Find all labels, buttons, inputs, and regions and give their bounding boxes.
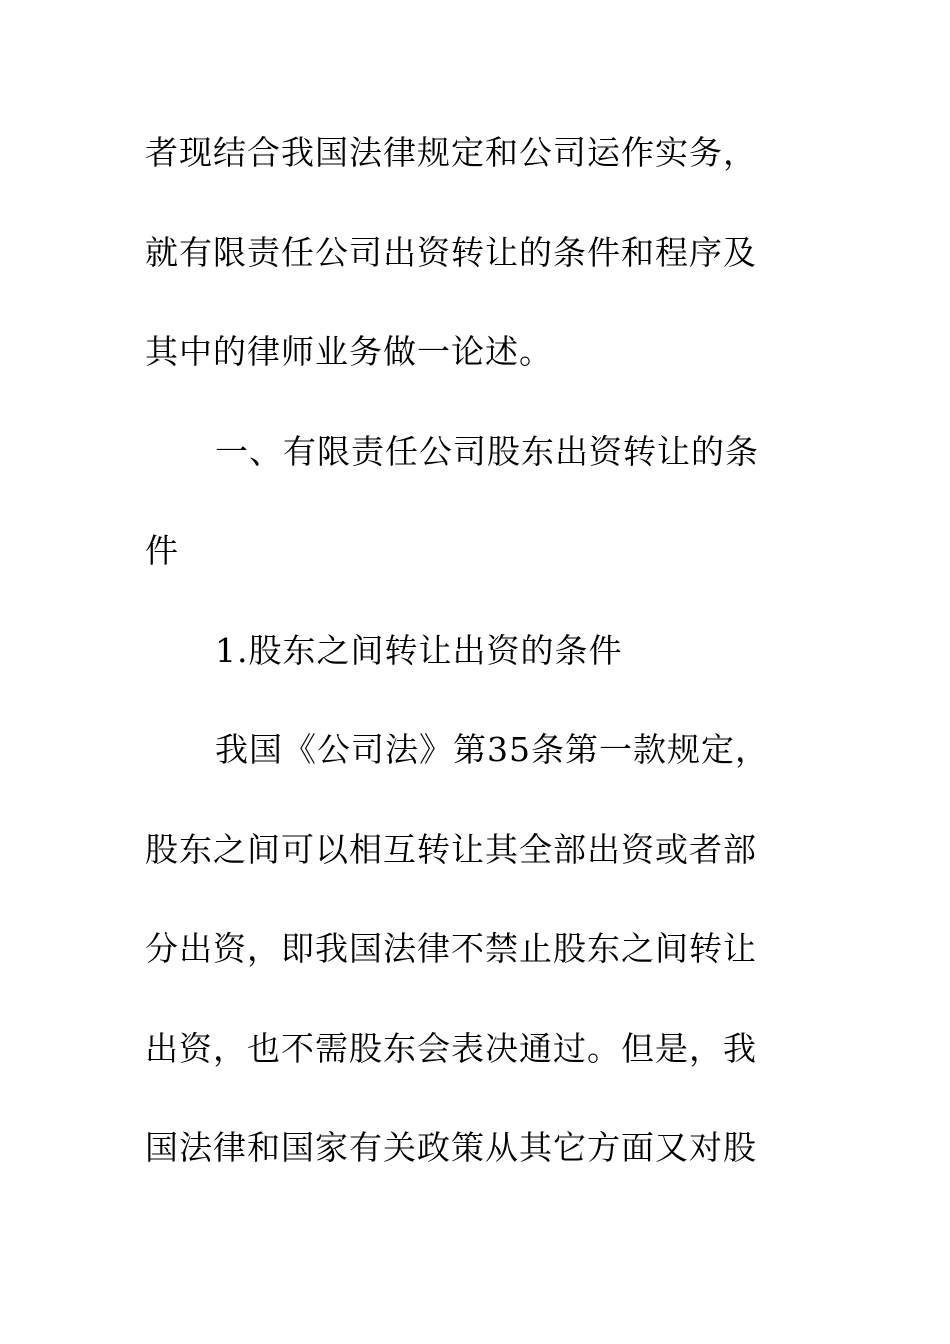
body-text-line: 分出资，即我国法律不禁止股东之间转让 (145, 929, 757, 968)
section-heading-continuation: 件 (145, 531, 179, 570)
body-text-line: 国法律和国家有关政策从其它方面又对股 (145, 1128, 757, 1167)
body-text-line: 其中的律师业务做一论述。 (145, 332, 553, 371)
section-heading: 一、有限责任公司股东出资转让的条 (215, 432, 759, 471)
body-text-line: 就有限责任公司出资转让的条件和程序及 (145, 233, 757, 272)
body-text-line: 股东之间可以相互转让其全部出资或者部 (145, 830, 757, 869)
body-text-line: 出资，也不需股东会表决通过。但是，我 (145, 1029, 757, 1068)
body-text-line: 我国《公司法》第35条第一款规定， (215, 730, 769, 769)
subsection-heading: 1.股东之间转让出资的条件 (215, 631, 623, 670)
body-text-line: 者现结合我国法律规定和公司运作实务， (145, 133, 757, 172)
